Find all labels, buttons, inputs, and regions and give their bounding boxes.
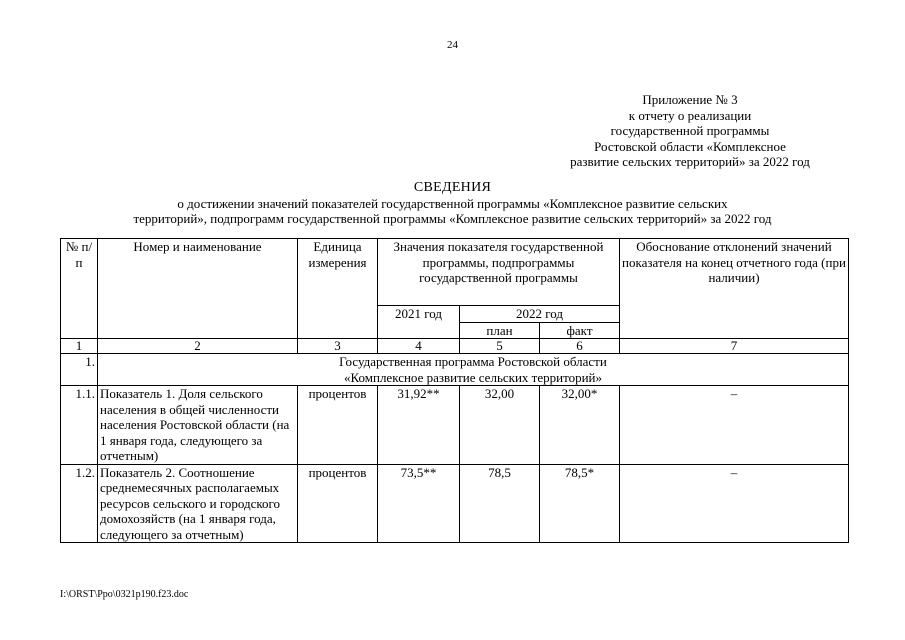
document-subtitle-line2: территорий», подпрограмм государственной программы «Комплексное развитие сельских территорий» за 2022 год [133, 211, 772, 226]
table-row [61, 464, 849, 543]
header-values: Значения показателя государственной программы, подпрограммы государственной программы [378, 239, 620, 306]
row-name: Показатель 2. Соотношение среднемесячных располагаемых ресурсов сельского и городского домохозяйств (на 1 января года, следующего за отчетным) [98, 464, 298, 543]
column-number: 4 [378, 339, 460, 354]
header-2021: 2021 год [378, 306, 460, 339]
section-row [61, 354, 849, 386]
table-header-row [61, 239, 849, 306]
header-fact: факт [540, 322, 620, 339]
appendix-note [540, 92, 840, 170]
appendix-line: Приложение № 3 [642, 92, 738, 107]
table-row [61, 386, 849, 465]
row-name: Показатель 1. Доля сельского населения в общей численности населения Ростовской области (на 1 января года, следующего за отчетным) [98, 386, 298, 465]
row-value-fact: 32,00* [540, 386, 620, 465]
header-no: № п/п [61, 239, 98, 339]
row-value-2021: 73,5** [378, 464, 460, 543]
appendix-line: развитие сельских территорий» за 2022 год [570, 154, 810, 169]
header-name: Номер и наименование [98, 239, 298, 339]
row-justification: – [620, 386, 849, 465]
document-subtitle-line1: о достижении значений показателей государственной программы «Комплексное развитие сельских [177, 195, 728, 211]
document-title: СВЕДЕНИЯ [413, 180, 492, 195]
row-justification: – [620, 464, 849, 543]
column-number: 2 [98, 339, 298, 354]
appendix-line: Ростовской области «Комплексное [594, 138, 786, 154]
column-number: 5 [460, 339, 540, 354]
header-unit: Единица измерения [298, 239, 378, 339]
section-title-line: «Комплексное развитие сельских территорий» [343, 369, 602, 385]
row-value-plan: 78,5 [460, 464, 540, 543]
header-plan: план [460, 322, 540, 339]
header-justification: Обоснование отклонений значений показателя на конец отчетного года (при наличии) [620, 239, 849, 339]
appendix-line: государственной программы [610, 123, 770, 138]
section-no: 1. [61, 354, 98, 386]
row-no: 1.1. [61, 386, 98, 465]
indicators-table [60, 238, 849, 543]
row-unit: процентов [298, 464, 378, 543]
page-number: 24 [447, 39, 458, 51]
column-number: 7 [620, 339, 849, 354]
row-unit: процентов [298, 386, 378, 465]
row-value-2021: 31,92** [378, 386, 460, 465]
column-number: 1 [61, 339, 98, 354]
column-number-row [61, 339, 849, 354]
section-title [98, 354, 849, 386]
column-number: 6 [540, 339, 620, 354]
column-number: 3 [298, 339, 378, 354]
row-value-plan: 32,00 [460, 386, 540, 465]
row-no: 1.2. [61, 464, 98, 543]
header-2022: 2022 год [460, 306, 620, 323]
document-heading [0, 180, 905, 227]
row-value-fact: 78,5* [540, 464, 620, 543]
file-path-footer: I:\ORST\Ppo\0321p190.f23.doc [60, 589, 189, 600]
appendix-line: к отчету о реализации [628, 107, 752, 123]
section-title-line: Государственная программа Ростовской области [339, 354, 607, 369]
